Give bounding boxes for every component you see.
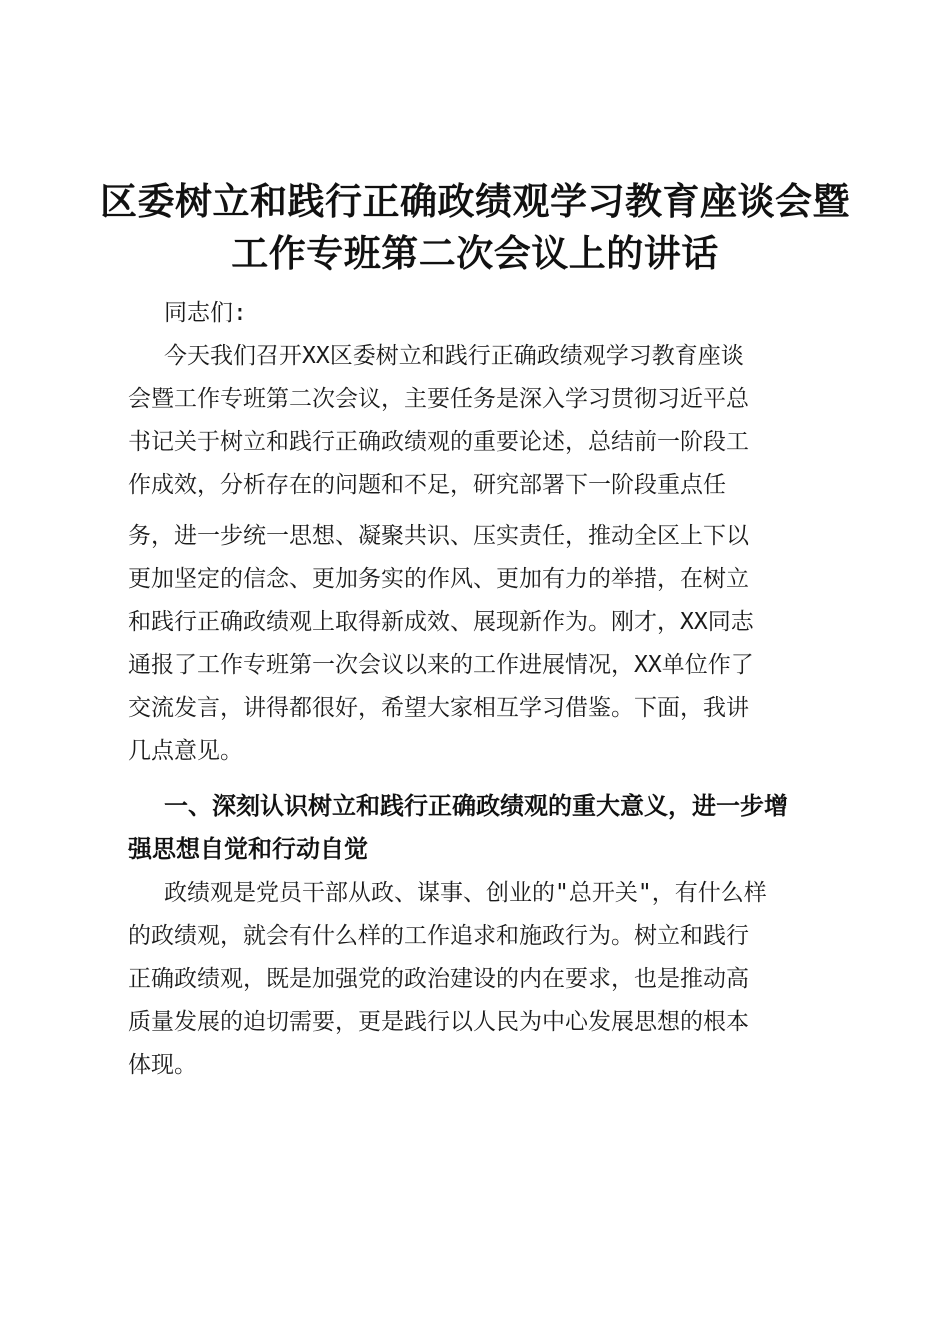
paragraph-2-line: 质量发展的迫切需要，更是践行以人民为中心发展思想的根本 — [128, 1009, 749, 1035]
paragraph-1-line: 交流发言，讲得都很好，希望大家相互学习借鉴。下面，我讲 — [128, 695, 749, 721]
paragraph-2-line: 政绩观是党员干部从政、谋事、创业的"总开关"，有什么样 — [164, 880, 767, 906]
paragraph-1-line: 几点意见。 — [128, 738, 243, 764]
paragraph-1-line: 务，进一步统一思想、凝聚共识、压实责任，推动全区上下以 — [128, 523, 749, 549]
paragraph-2-line: 的政绩观，就会有什么样的工作追求和施政行为。树立和践行 — [128, 923, 749, 949]
salutation: 同志们: — [164, 300, 247, 326]
paragraph-2-line: 体现。 — [128, 1052, 197, 1078]
paragraph-1-line: 通报了工作专班第一次会议以来的工作进展情况，XX单位作了 — [128, 652, 754, 678]
paragraph-1-line: 会暨工作专班第二次会议，主要任务是深入学习贯彻习近平总 — [128, 386, 749, 412]
paragraph-1-line: 今天我们召开XX区委树立和践行正确政绩观学习教育座谈 — [164, 343, 744, 369]
paragraph-1-line: 更加坚定的信念、更加务实的作风、更加有力的举措，在树立 — [128, 566, 749, 592]
section-heading-1-line: 强思想自觉和行动自觉 — [128, 835, 368, 863]
document-title-line-2: 工作专班第二次会议上的讲话 — [231, 231, 719, 275]
section-heading-1-line: 一、深刻认识树立和践行正确政绩观的重大意义，进一步增 — [164, 792, 788, 820]
paragraph-1-line: 书记关于树立和践行正确政绩观的重要论述，总结前一阶段工 — [128, 429, 749, 455]
document-title-line-1: 区委树立和践行正确政绩观学习教育座谈会暨 — [100, 179, 850, 223]
paragraph-1-line: 和践行正确政绩观上取得新成效、展现新作为。刚才，XX同志 — [128, 609, 754, 635]
paragraph-1-line: 作成效，分析存在的问题和不足，研究部署下一阶段重点任 — [128, 472, 726, 498]
paragraph-2-line: 正确政绩观，既是加强党的政治建设的内在要求，也是推动高 — [128, 966, 749, 992]
